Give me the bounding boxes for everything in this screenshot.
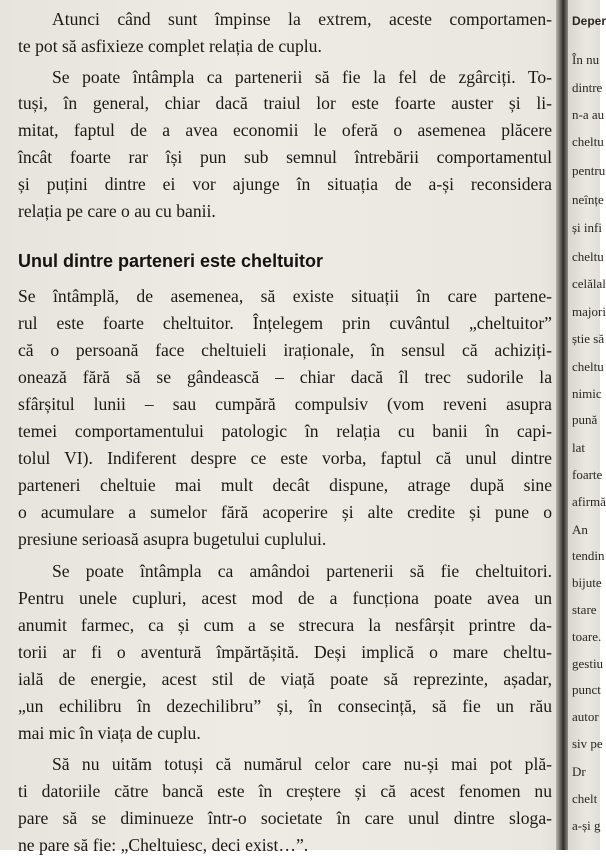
text-line: „un echilibru în dezechilibru” și, în consecință, să fie un rău bbox=[18, 696, 552, 716]
text-line: mitat, faptul de a avea economii le oferă o asemenea plăcere bbox=[18, 120, 552, 140]
text-line: Să nu uităm totuși că numărul celor care nu-și mai pot plă- bbox=[52, 754, 552, 774]
text-line: o acumulare a sumelor fără acoperire și alte credite și pune o bbox=[18, 502, 552, 522]
adjacent-text-fragment: foarte bbox=[572, 467, 603, 482]
text-line: ne pare să fie: „Cheltuiesc, deci exist…”. bbox=[18, 835, 309, 855]
adjacent-text-fragment: chelt bbox=[572, 791, 598, 806]
adjacent-text-fragment: știe să bbox=[572, 331, 605, 346]
text-line: Pentru unele cupluri, acest mod de a funcționa poate avea un bbox=[18, 588, 552, 608]
adjacent-text-fragment: tendin bbox=[572, 548, 605, 563]
adjacent-text-fragment: În nu bbox=[572, 52, 600, 67]
text-line: parteneri cheltuie mai mult decât dispune, atrage după sine bbox=[18, 475, 552, 495]
book-gutter-shadow bbox=[556, 0, 568, 850]
adjacent-text-fragment: toare. bbox=[572, 629, 602, 644]
text-line: anumit farmec, ca și cum a se strecura la nesfârșit printre da- bbox=[18, 615, 552, 635]
adjacent-text-fragment: cheltu bbox=[572, 359, 604, 374]
adjacent-text-fragment: celălal bbox=[572, 276, 606, 291]
text-line: tuși, în general, chiar dacă traiul lor este foarte auster și li- bbox=[18, 93, 552, 113]
adjacent-text-fragment: pentru bbox=[572, 163, 606, 178]
adjacent-text-fragment: siv pe bbox=[572, 736, 603, 751]
adjacent-heading-fragment: Deper bbox=[572, 14, 606, 28]
adjacent-text-fragment: lat bbox=[572, 440, 585, 455]
text-line: că o persoană face cheltuieli iraționale, în sensul că achiziți- bbox=[18, 340, 552, 360]
adjacent-text-fragment: și infi bbox=[572, 220, 602, 235]
text-line: și puțini dintre ei vor ajunge în situația de a-și reconsidera bbox=[18, 174, 552, 194]
text-line: Se întâmplă, de asemenea, să existe situații în care partene- bbox=[18, 286, 552, 306]
adjacent-text-fragment: cheltu bbox=[572, 134, 604, 149]
adjacent-text-fragment: bijute bbox=[572, 575, 602, 590]
adjacent-text-fragment: Dr bbox=[572, 764, 586, 779]
section-heading: Unul dintre parteneri este cheltuitor bbox=[18, 251, 324, 271]
text-line: te pot să asfixieze complet relația de cuplu. bbox=[18, 36, 322, 56]
text-line: rul este foarte cheltuitor. Înțelegem prin cuvântul „cheltuitor” bbox=[18, 313, 552, 333]
text-line: mai mic în viața de cuplu. bbox=[18, 723, 201, 743]
text-line: Atunci când sunt împinse la extrem, aceste comportamen- bbox=[52, 9, 552, 29]
text-line: Se poate întâmpla ca partenerii să fie la fel de zgârciți. To- bbox=[52, 67, 552, 87]
adjacent-text-fragment: a-și g bbox=[572, 818, 601, 833]
text-line: tolul VI). Indiferent despre ce este vorba, faptul că unul dintre bbox=[18, 448, 552, 468]
text-line: onează fără să se gândească – chiar dacă îl trec sudorile la bbox=[18, 367, 552, 387]
adjacent-text-fragment: dintre bbox=[572, 80, 603, 95]
text-line: ti datoriile către bancă este în creștere și că acest fenomen nu bbox=[18, 781, 552, 801]
text-line: presiune serioasă asupra bugetului cuplului. bbox=[18, 529, 327, 549]
text-line: ială de energie, acest stil de viață poate să reprezinte, așadar, bbox=[18, 669, 552, 689]
adjacent-text-fragment: autor bbox=[572, 709, 599, 724]
text-line: sfârșitul lunii – sau cumpără compulsiv (vom reveni asupra bbox=[18, 394, 552, 414]
adjacent-text-fragment: An bbox=[572, 522, 588, 537]
adjacent-page-edge bbox=[568, 0, 606, 850]
adjacent-text-fragment: majori bbox=[572, 304, 606, 319]
adjacent-text-fragment: n-a au bbox=[572, 107, 605, 122]
adjacent-text-fragment: cheltu bbox=[572, 249, 604, 264]
adjacent-text-fragment: nimic bbox=[572, 386, 602, 401]
adjacent-text-fragment: afirmă bbox=[572, 494, 606, 509]
text-line: relația pe care o au cu banii. bbox=[18, 201, 216, 221]
text-line: Se poate întâmpla ca amândoi partenerii să fie cheltuitori. bbox=[52, 561, 552, 581]
adjacent-text-fragment: gestiu bbox=[572, 656, 604, 671]
adjacent-text-fragment: pună bbox=[572, 412, 598, 427]
adjacent-text-fragment: neînțe bbox=[572, 192, 604, 207]
text-line: pare să se diminueze într-o societate în care unul dintre sloga- bbox=[18, 808, 552, 828]
text-line: încât foarte rar își pun sub semnul întrebării comportamentul bbox=[18, 147, 552, 167]
text-line: torii ar fi o aventură împărtășită. Deși implică o mare cheltu- bbox=[18, 642, 552, 662]
adjacent-text-fragment: stare bbox=[572, 602, 597, 617]
adjacent-text-fragment: punct bbox=[572, 682, 601, 697]
text-line: temei comportamentului patologic în relația cu banii în capi- bbox=[18, 421, 552, 441]
